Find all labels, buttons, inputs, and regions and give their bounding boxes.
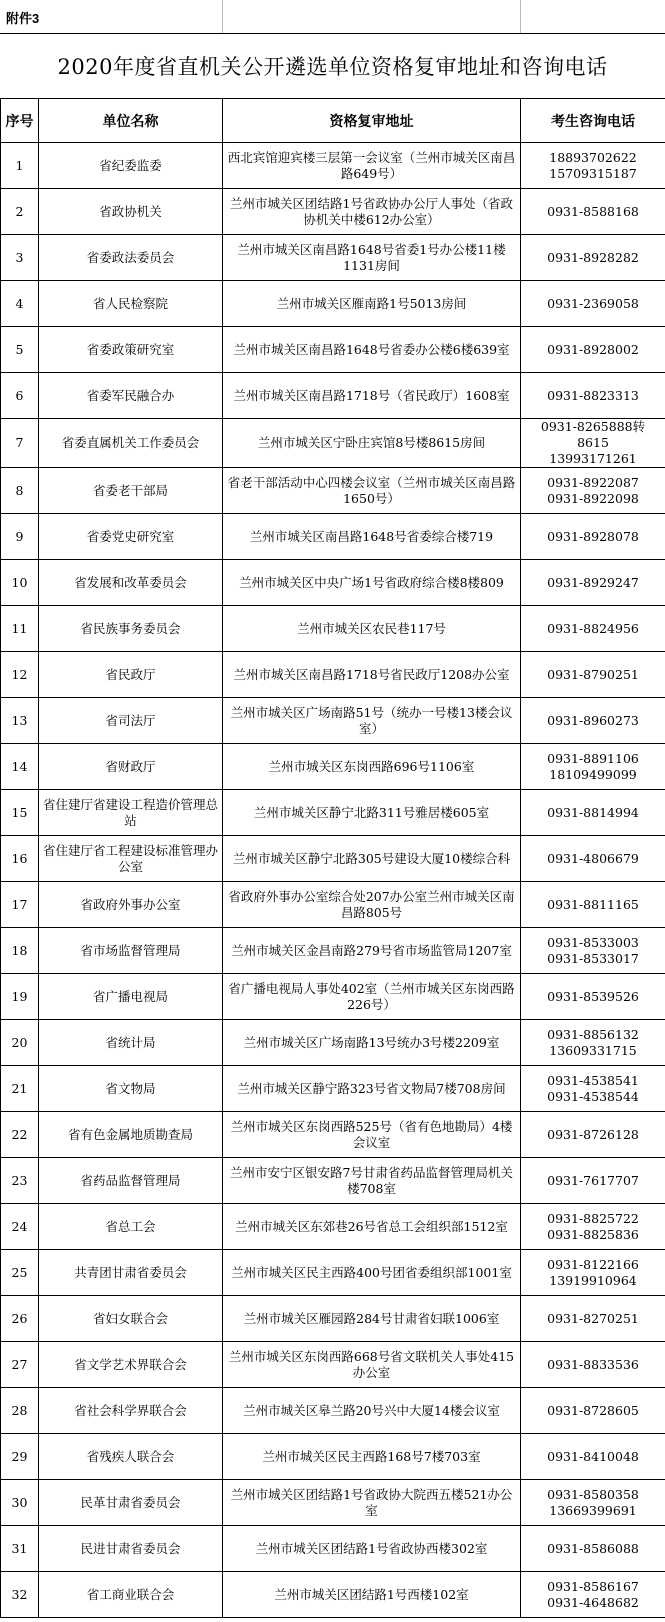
review-address: 兰州市城关区雁园路284号甘肃省妇联1006室	[223, 1296, 521, 1342]
row-number: 15	[1, 790, 39, 836]
table-row	[1, 606, 665, 652]
phone-number: 18109499099	[549, 766, 637, 782]
review-address: 兰州市城关区静宁路323号省文物局7楼708房间	[223, 1066, 521, 1112]
row-number: 13	[1, 698, 39, 744]
contact-phone	[521, 1250, 665, 1296]
contact-phone	[521, 373, 665, 419]
contact-phone	[521, 189, 665, 235]
review-address: 兰州市安宁区银安路7号甘肃省药品监督管理局机关楼708室	[223, 1158, 521, 1204]
phone-number: 13609331715	[549, 1042, 637, 1058]
contact-phone	[521, 281, 665, 327]
review-address: 兰州市城关区东郊巷26号省总工会组织部1512室	[223, 1204, 521, 1250]
review-address: 兰州市城关区民主西路168号7楼703室	[223, 1434, 521, 1480]
header-cell	[222, 0, 521, 33]
phone-number: 0931-8825836	[547, 1226, 639, 1242]
table-row	[1, 1434, 665, 1480]
table-row	[1, 1572, 665, 1618]
contact-phone	[521, 790, 665, 836]
unit-name: 省财政厅	[39, 744, 223, 790]
unit-name: 省纪委监委	[39, 143, 223, 189]
contact-phone	[521, 1388, 665, 1434]
contact-phone	[521, 974, 665, 1020]
review-address: 省广播电视局人事处402室（兰州市城关区东岗西路226号）	[223, 974, 521, 1020]
unit-name: 省住建厅省工程建设标准管理办公室	[39, 836, 223, 882]
row-number: 26	[1, 1296, 39, 1342]
phone-number: 13919910964	[549, 1272, 637, 1288]
row-number: 19	[1, 974, 39, 1020]
review-address: 省政府外事办公室综合处207办公室兰州市城关区南昌路805号	[223, 882, 521, 928]
table-row	[1, 882, 665, 928]
table-row	[1, 698, 665, 744]
review-address: 兰州市城关区南昌路1718号省民政厅1208办公室	[223, 652, 521, 698]
unit-name: 省工商业联合会	[39, 1572, 223, 1618]
row-number: 2	[1, 189, 39, 235]
row-number: 32	[1, 1572, 39, 1618]
review-address: 兰州市城关区宁卧庄宾馆8号楼8615房间	[223, 419, 521, 468]
phone-number: 0931-8928078	[547, 528, 639, 544]
table-row	[1, 327, 665, 373]
phone-number: 0931-8588168	[547, 203, 639, 219]
table-row	[1, 560, 665, 606]
phone-number: 0931-8891106	[547, 750, 639, 766]
row-number: 11	[1, 606, 39, 652]
phone-number: 0931-8856132	[547, 1026, 639, 1042]
phone-number: 0931-8825722	[547, 1210, 639, 1226]
unit-name: 省政协机关	[39, 189, 223, 235]
row-number: 12	[1, 652, 39, 698]
header-phone: 考生咨询电话	[521, 99, 665, 143]
unit-name: 省委党史研究室	[39, 514, 223, 560]
contact-phone	[521, 1434, 665, 1480]
phone-number: 0931-8539526	[547, 988, 639, 1004]
review-address: 兰州市城关区南昌路1718号（省民政厅）1608室	[223, 373, 521, 419]
unit-name: 省人民检察院	[39, 281, 223, 327]
row-number: 9	[1, 514, 39, 560]
table-row	[1, 1112, 665, 1158]
table-row	[1, 143, 665, 189]
header-address: 资格复审地址	[223, 99, 521, 143]
table-row	[1, 1388, 665, 1434]
phone-number: 0931-8728605	[547, 1402, 639, 1418]
table-row	[1, 373, 665, 419]
unit-name: 省广播电视局	[39, 974, 223, 1020]
review-address: 兰州市城关区农民巷117号	[223, 606, 521, 652]
table-row	[1, 419, 665, 468]
unit-name: 省文物局	[39, 1066, 223, 1112]
table-row	[1, 189, 665, 235]
phone-number: 0931-8580358	[547, 1486, 639, 1502]
document-title: 2020年度省直机关公开遴选单位资格复审地址和咨询电话	[57, 55, 608, 79]
row-number: 18	[1, 928, 39, 974]
contact-phone	[521, 698, 665, 744]
table-row	[1, 928, 665, 974]
row-number: 29	[1, 1434, 39, 1480]
review-address: 省老干部活动中心四楼会议室（兰州市城关区南昌路1650号）	[223, 468, 521, 514]
unit-name: 省委政策研究室	[39, 327, 223, 373]
unit-name: 省住建厅省建设工程造价管理总站	[39, 790, 223, 836]
phone-number: 0931-4648682	[547, 1594, 639, 1610]
contact-phone	[521, 235, 665, 281]
phone-number: 0931-8928282	[547, 249, 639, 265]
phone-number: 0931-8265888转	[540, 419, 646, 434]
unit-name: 省残疾人联合会	[39, 1434, 223, 1480]
phone-number: 0931-8790251	[547, 666, 639, 682]
phone-number: 8615	[577, 435, 609, 450]
row-number: 23	[1, 1158, 39, 1204]
phone-number: 0931-8922087	[547, 474, 639, 490]
phone-number: 0931-8533017	[547, 950, 639, 966]
table-row	[1, 514, 665, 560]
contact-phone	[521, 652, 665, 698]
contact-phone	[521, 882, 665, 928]
table-row	[1, 1342, 665, 1388]
row-number: 24	[1, 1204, 39, 1250]
phone-number: 0931-8410048	[547, 1448, 639, 1464]
contact-phone	[521, 1342, 665, 1388]
review-address: 兰州市城关区东岗西路525号（省有色地勘局）4楼会议室	[223, 1112, 521, 1158]
review-address: 兰州市城关区静宁北路305号建设大厦10楼综合科	[223, 836, 521, 882]
row-number: 14	[1, 744, 39, 790]
unit-name: 省政府外事办公室	[39, 882, 223, 928]
contact-phone	[521, 143, 665, 189]
contact-phone	[521, 560, 665, 606]
row-number: 21	[1, 1066, 39, 1112]
contact-phone	[521, 1296, 665, 1342]
phone-number: 0931-8122166	[547, 1256, 639, 1272]
phone-number: 0931-4806679	[547, 850, 639, 866]
row-number: 8	[1, 468, 39, 514]
unit-name: 省民族事务委员会	[39, 606, 223, 652]
row-number: 1	[1, 143, 39, 189]
phone-number: 0931-7617707	[547, 1172, 639, 1188]
table-row	[1, 1250, 665, 1296]
table-header-row	[1, 99, 665, 143]
unit-name: 民革甘肃省委员会	[39, 1480, 223, 1526]
phone-number: 0931-8811165	[547, 896, 639, 912]
contact-phone	[521, 606, 665, 652]
unit-name: 省委直属机关工作委员会	[39, 419, 223, 468]
phone-number: 15709315187	[549, 165, 637, 181]
unit-name: 省文学艺术界联合会	[39, 1342, 223, 1388]
unit-name: 省民政厅	[39, 652, 223, 698]
row-number: 16	[1, 836, 39, 882]
contact-phone	[521, 1572, 665, 1618]
review-address-table	[0, 98, 665, 1618]
review-address: 兰州市城关区南昌路1648号省委办公楼6楼639室	[223, 327, 521, 373]
contact-phone	[521, 1526, 665, 1572]
review-address: 兰州市城关区团结路1号省政协大院西五楼521办公室	[223, 1480, 521, 1526]
contact-phone	[521, 1020, 665, 1066]
row-number: 30	[1, 1480, 39, 1526]
contact-phone	[521, 928, 665, 974]
row-number: 10	[1, 560, 39, 606]
contact-phone	[521, 836, 665, 882]
table-row	[1, 744, 665, 790]
review-address: 兰州市城关区广场南路13号统办3号楼2209室	[223, 1020, 521, 1066]
row-number: 3	[1, 235, 39, 281]
review-address: 兰州市城关区团结路1号省政协西楼302室	[223, 1526, 521, 1572]
review-address: 兰州市城关区团结路1号省政协办公厅人事处（省政协机关中楼612办公室）	[223, 189, 521, 235]
table-body	[1, 143, 665, 1618]
review-address: 兰州市城关区雁南路1号5013房间	[223, 281, 521, 327]
phone-number: 18893702622	[549, 149, 637, 165]
review-address: 兰州市城关区东岗西路696号1106室	[223, 744, 521, 790]
row-number: 4	[1, 281, 39, 327]
phone-number: 0931-8824956	[547, 620, 639, 636]
row-number: 25	[1, 1250, 39, 1296]
header-cell	[0, 0, 223, 33]
unit-name: 省社会科学界联合会	[39, 1388, 223, 1434]
review-address: 兰州市城关区团结路1号西楼102室	[223, 1572, 521, 1618]
row-number: 28	[1, 1388, 39, 1434]
unit-name: 民进甘肃省委员会	[39, 1526, 223, 1572]
row-number: 6	[1, 373, 39, 419]
contact-phone	[521, 1204, 665, 1250]
unit-name: 省委政法委员会	[39, 235, 223, 281]
row-number: 31	[1, 1526, 39, 1572]
row-number: 22	[1, 1112, 39, 1158]
table-row	[1, 836, 665, 882]
table-row	[1, 1158, 665, 1204]
review-address: 兰州市城关区金昌南路279号省市场监管局1207室	[223, 928, 521, 974]
unit-name: 共青团甘肃省委员会	[39, 1250, 223, 1296]
row-number: 27	[1, 1342, 39, 1388]
row-number: 17	[1, 882, 39, 928]
header-cell	[520, 0, 664, 33]
table-row	[1, 1020, 665, 1066]
table-row	[1, 790, 665, 836]
phone-number: 0931-2369058	[547, 295, 639, 311]
table-row	[1, 1296, 665, 1342]
header-row	[0, 0, 665, 34]
contact-phone	[521, 327, 665, 373]
table-row	[1, 1066, 665, 1112]
table-row	[1, 1526, 665, 1572]
row-number: 20	[1, 1020, 39, 1066]
review-address: 兰州市城关区民主西路400号团省委组织部1001室	[223, 1250, 521, 1296]
contact-phone	[521, 1066, 665, 1112]
table-row	[1, 1480, 665, 1526]
contact-phone	[521, 468, 665, 514]
header-no: 序号	[1, 99, 39, 143]
phone-number: 0931-8586088	[547, 1540, 639, 1556]
phone-number: 0931-4538544	[547, 1088, 639, 1104]
unit-name: 省统计局	[39, 1020, 223, 1066]
phone-number: 0931-8586167	[547, 1578, 639, 1594]
table-row	[1, 974, 665, 1020]
review-address: 兰州市城关区皋兰路20号兴中大厦14楼会议室	[223, 1388, 521, 1434]
unit-name: 省妇女联合会	[39, 1296, 223, 1342]
phone-number: 0931-8533003	[547, 934, 639, 950]
review-address: 兰州市城关区南昌路1648号省委1号办公楼11楼1131房间	[223, 235, 521, 281]
table-row	[1, 281, 665, 327]
contact-phone	[521, 1112, 665, 1158]
table-row	[1, 235, 665, 281]
phone-number: 0931-8960273	[547, 712, 639, 728]
phone-number: 0931-8270251	[547, 1310, 639, 1326]
phone-number: 0931-8833536	[547, 1356, 639, 1372]
unit-name: 省总工会	[39, 1204, 223, 1250]
phone-number: 0931-8929247	[547, 574, 639, 590]
phone-number: 0931-8922098	[547, 490, 639, 506]
phone-number: 0931-4538541	[547, 1072, 639, 1088]
review-address: 兰州市城关区广场南路51号（统办一号楼13楼会议室）	[223, 698, 521, 744]
unit-name: 省委老干部局	[39, 468, 223, 514]
review-address: 兰州市城关区静宁北路311号雅居楼605室	[223, 790, 521, 836]
table-row	[1, 1204, 665, 1250]
unit-name: 省发展和改革委员会	[39, 560, 223, 606]
phone-number: 0931-8928002	[547, 341, 639, 357]
review-address: 兰州市城关区东岗西路668号省文联机关人事处415办公室	[223, 1342, 521, 1388]
review-address: 兰州市城关区南昌路1648号省委综合楼719	[223, 514, 521, 560]
phone-number: 0931-8823313	[547, 387, 639, 403]
review-address: 兰州市城关区中央广场1号省政府综合楼8楼809	[223, 560, 521, 606]
contact-phone	[521, 744, 665, 790]
table-row	[1, 652, 665, 698]
review-address: 西北宾馆迎宾楼三层第一会议室（兰州市城关区南昌路649号）	[223, 143, 521, 189]
phone-number: 0931-8814994	[547, 804, 639, 820]
unit-name: 省司法厅	[39, 698, 223, 744]
attachment-label: 附件3	[6, 11, 40, 26]
contact-phone	[521, 1158, 665, 1204]
unit-name: 省委军民融合办	[39, 373, 223, 419]
unit-name: 省有色金属地质勘查局	[39, 1112, 223, 1158]
table-row	[1, 468, 665, 514]
phone-number: 0931-8726128	[547, 1126, 639, 1142]
unit-name: 省市场监督管理局	[39, 928, 223, 974]
phone-number: 13669399691	[549, 1502, 637, 1518]
header-unit: 单位名称	[39, 99, 223, 143]
contact-phone	[521, 419, 665, 468]
unit-name: 省药品监督管理局	[39, 1158, 223, 1204]
phone-number: 13993171261	[549, 451, 637, 466]
contact-phone	[521, 1480, 665, 1526]
row-number: 7	[1, 419, 39, 468]
contact-phone	[521, 514, 665, 560]
row-number: 5	[1, 327, 39, 373]
